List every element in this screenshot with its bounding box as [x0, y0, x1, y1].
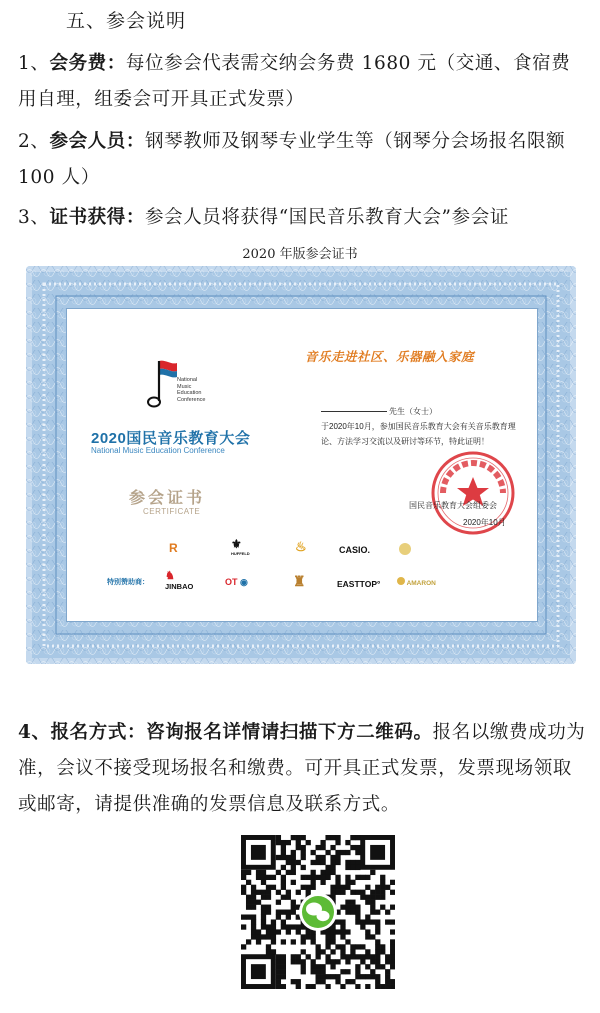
certificate-caption: 2020 年版参会证书: [242, 247, 358, 262]
item-fee: [18, 46, 588, 118]
certificate-org: 国民音乐教育大会组委会: [409, 501, 497, 510]
brand-gold-logo: [399, 543, 411, 557]
certificate-image: [26, 266, 576, 664]
item-label: 证书获得：: [49, 207, 145, 228]
certificate-body-text: 于2020年10月，参加国民音乐教育大会有关音乐教育理论、方法学习交流以及研讨等环节，特此证明！: [321, 422, 516, 446]
brand-huffeld: ⚜ HUFFELD: [231, 537, 250, 556]
brand-easttop: EASTTOP°: [337, 579, 381, 589]
certificate-date: 2020年10月: [463, 518, 506, 527]
brand-casio: CASIO.: [339, 545, 371, 555]
item-number: 4、: [18, 722, 51, 743]
section-title: 五、参会说明: [66, 10, 187, 32]
item-number: 1、: [18, 53, 50, 74]
name-blank: [321, 411, 387, 412]
item-label: 参会人员：: [49, 131, 145, 152]
brand-jinbao: ♞ JINBAO: [165, 570, 194, 591]
sponsor-logos: [167, 539, 527, 613]
item-bold-text: 咨询报名详情请扫描下方二维码。: [146, 722, 433, 743]
certificate-panel: [66, 308, 538, 622]
logo-caption: National Music Education Conference: [177, 377, 206, 403]
item-registration: [18, 715, 588, 823]
item-label: 报名方式：: [50, 722, 147, 743]
item-label: 会务费：: [49, 53, 126, 74]
brand-logo-r: R: [169, 541, 178, 555]
item-attendees: [18, 124, 588, 196]
brand-crest-logo: ♜: [293, 573, 306, 589]
item-text: 每位参会代表需交纳会务费 1680 元（交通、食宿费用自理，组委会可开具正式发票）: [18, 53, 571, 110]
certificate-addressee: 先生（女士）: [389, 407, 437, 416]
brand-ot-logo: OT ◉: [225, 577, 248, 587]
conference-logo: [141, 357, 237, 417]
certificate-body: [321, 404, 531, 449]
certificate-name-cn: 参会证书: [129, 488, 206, 507]
certificate-slogan: 音乐走进社区、乐器融入家庭: [305, 349, 475, 364]
sponsor-label: 特别赞助商：: [107, 579, 149, 586]
item-number: 3、: [18, 207, 50, 228]
wechat-icon: [299, 893, 337, 931]
item-text: 参会人员将获得“国民音乐教育大会”参会证: [145, 207, 509, 228]
item-text: 报名以缴费成功为准，会议不接受现场报名和缴费。可开具正式发票，发票现场领取或邮寄，请提供准确的发票信息及联系方式。: [18, 722, 586, 815]
brand-amaron: AMARON: [397, 577, 436, 587]
brand-flame-logo: ♨: [295, 539, 307, 554]
item-certificate: [18, 200, 588, 236]
certificate-name-en: CERTIFICATE: [143, 507, 201, 516]
certificate-title-en: National Music Education Conference: [91, 446, 225, 455]
wechat-qr-code-icon[interactable]: [241, 835, 395, 989]
item-text: 钢琴教师及钢琴专业学生等（钢琴分会场报名限额 100 人）: [18, 131, 566, 188]
certificate-title-cn: 2020国民音乐教育大会: [91, 430, 251, 447]
item-number: 2、: [18, 131, 50, 152]
